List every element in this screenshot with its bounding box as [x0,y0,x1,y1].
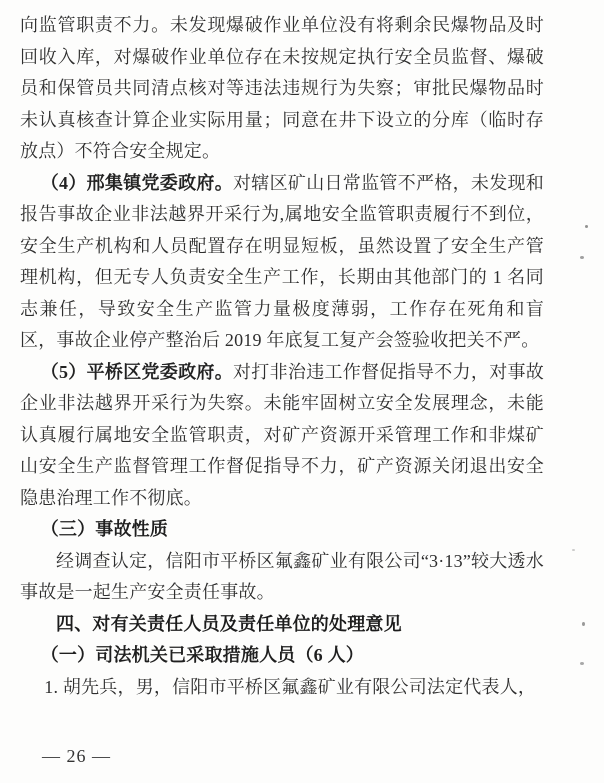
item4-text: 对辖区矿山日常监管不严格，未发现和报告事故企业非法越界开采行为,属地安全监管职责履行不到位，安全生产机构和人员配置存在明显短板，虽然设置了安全生产管理机构，但无专人负责安全生产工作，长期由其他部门的 1 名同志兼任，导致安全生产监管力量极度薄弱，工作存在死角和盲区，事故企业停产整治后 2019 年底复工复产会签验收把关不严。 [20,172,544,350]
item5-lead-label: （5）平桥区党委政府。 [40,361,233,382]
paragraph-continuation: 向监管职责不力。未发现爆破作业单位没有将剩余民爆物品及时回收入库，对爆破作业单位存在未按规定执行安全员监督、爆破员和保管员共同清点核对等违法违规行为失察；审批民爆物品时未认真核查计算企业实际用量；同意在井下设立的分库（临时存放点）不符合安全规定。 [20,15,544,161]
heading-section3-accident-nature: （三）事故性质 [40,519,169,539]
item5-text: 对打非治违工作督促指导不力，对事故企业非法越界开采行为失察。未能牢固树立安全发展理念，未能认真履行属地安全监管职责，对矿产资源开采管理工作和非煤矿山安全生产监督管理工作督促指导不力，矿产资源关闭退出安全隐患治理工作不彻底。 [20,361,544,508]
paragraph-accident-nature: 经调查认定，信阳市平桥区氟鑫矿业有限公司“3·13”较大透水事故是一起生产安全责任事故。 [20,550,544,602]
scan-speck [580,662,584,665]
paragraph-person1: 1. 胡先兵，男，信阳市平桥区氟鑫矿业有限公司法定代表人， [44,676,537,697]
document-body [20,10,544,703]
item4-lead-label: （4）邢集镇党委政府。 [40,172,233,193]
scan-speck [572,549,575,551]
heading-part4-handling-opinions: 四、对有关责任人员及责任单位的处理意见 [56,613,402,634]
scan-speck [582,622,585,626]
paragraph-item5 [20,357,544,515]
scan-speck [580,256,584,259]
paragraph-item4 [20,168,544,357]
scan-speck [585,225,588,228]
page-number: — 26 — [42,746,111,766]
heading-section1-judicial-measures: （一）司法机关已采取措施人员（6 人） [40,645,364,665]
